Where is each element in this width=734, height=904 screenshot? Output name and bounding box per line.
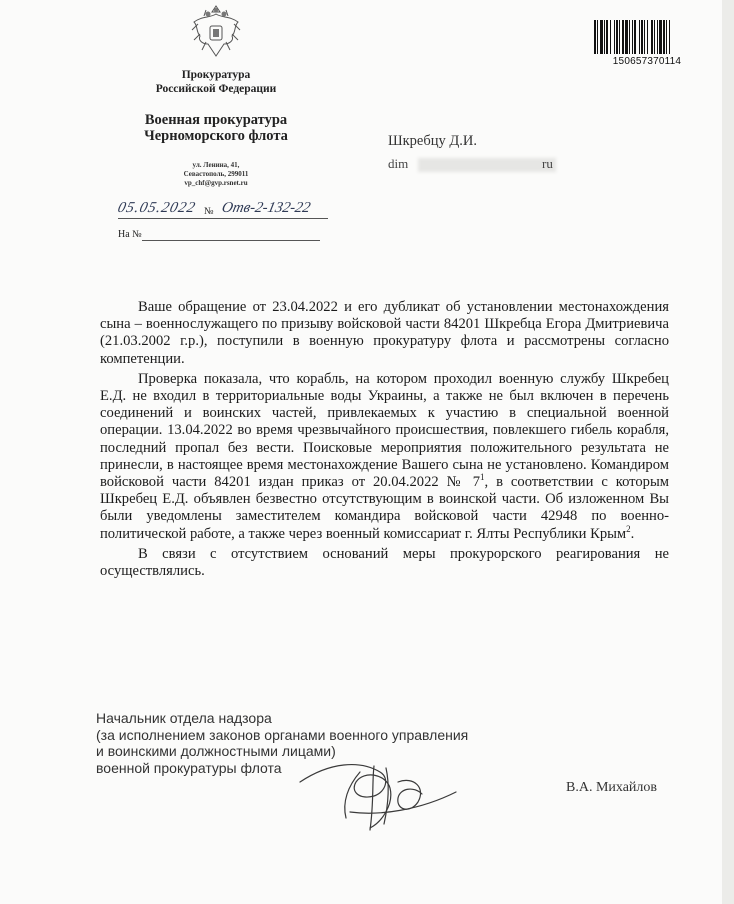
barcode-bar — [610, 20, 611, 54]
body-paragraph-1: Ваше обращение от 23.04.2022 и его дубликат об установлении местонахождения сына – военнослужащего по призыву войсковой части 84201 Шкребца Егора Дмитриевича (21.03.2002 г.р.), поступили в военную прокуратуру флота и рассмотрены согласно компетенции. — [100, 299, 669, 367]
office-line-1: Военная прокуратура — [144, 112, 288, 128]
registration-number-label: № — [204, 206, 214, 217]
barcode-bar — [657, 20, 658, 54]
email-redaction — [418, 158, 556, 172]
barcode-bar — [632, 20, 633, 54]
signatory-line-4: военной прокуратуры флота — [96, 759, 282, 776]
signatory-line-1: Начальник отдела надзора — [96, 710, 272, 726]
barcode-number: 150657370114 — [612, 56, 682, 67]
signatory-line-3: и воинскими должностными лицами) — [96, 743, 336, 759]
org-line-2: Российской Федерации — [155, 83, 277, 95]
barcode-bar — [641, 20, 643, 54]
barcode-bar — [666, 20, 667, 54]
handwritten-signature — [290, 752, 460, 840]
letter-body — [100, 299, 669, 580]
barcode — [592, 20, 702, 72]
body-p2-part1: Проверка показала, что корабль, на котором проходил военную службу Шкребец Е.Д. не входил в территориальные воды Украины, а также не был включен в перечень соединений и воинских частей, привлекаемых к участию в специальной военной операции. 13.04.2022 во время чрезвычайного происшествия, повлекшего гибель корабля, последний пропал без вести. Поисковые мероприятия положительного результата не принесли, в настоящее время местонахождение Вашего сына не установлено. Командиром войсковой части 84201 издан приказ от 20.04.2022 № 7 — [100, 370, 669, 491]
barcode-bar — [663, 20, 665, 54]
page-edge-strip — [722, 0, 734, 904]
recipient-name: Шкребцу Д.И. — [388, 133, 477, 149]
office-address — [150, 161, 282, 188]
barcode-bar — [600, 20, 603, 54]
footnote-ref-1: 1 — [480, 472, 485, 483]
recipient-email-end: ru — [542, 156, 553, 171]
signatory-line-2: (за исполнением законов органами военного управления — [96, 726, 469, 743]
barcode-bar — [647, 20, 648, 54]
barcode-bars — [592, 20, 702, 56]
footnote-ref-2: 2 — [626, 523, 631, 534]
registration-number: Отв-2-132-22 — [220, 200, 312, 216]
coat-of-arms-emblem — [188, 4, 244, 64]
barcode-bar — [644, 20, 645, 54]
barcode-bar — [616, 20, 618, 54]
barcode-bar — [604, 20, 605, 54]
body-paragraph-2 — [100, 371, 669, 543]
barcode-bar — [629, 20, 630, 54]
body-p2-part3: . — [630, 525, 635, 542]
barcode-bar — [606, 20, 608, 54]
registration-rule — [118, 218, 328, 219]
body-paragraph-3: В связи с отсутствием оснований меры прокурорского реагирования не осуществлялись. — [100, 545, 669, 580]
barcode-bar — [669, 20, 670, 54]
registration-line — [116, 200, 328, 220]
reply-to-line — [118, 228, 320, 242]
recipient-email-start: dim — [388, 156, 409, 171]
barcode-bar — [622, 20, 624, 54]
barcode-bar — [625, 20, 628, 54]
recipient-email — [388, 156, 578, 174]
barcode-bar — [654, 20, 655, 54]
office-name — [118, 112, 314, 144]
barcode-bar — [659, 20, 662, 54]
address-email: vp_chf@gvp.rsnet.ru — [184, 179, 248, 187]
address-line-1: ул. Ленина, 41, — [192, 161, 240, 169]
barcode-bar — [639, 20, 640, 54]
barcode-bar — [634, 20, 636, 54]
org-line-1: Прокуратура — [181, 69, 251, 81]
barcode-bar — [651, 20, 653, 54]
barcode-bar — [614, 20, 615, 54]
reply-to-label: На № — [118, 229, 142, 240]
barcode-bar — [619, 20, 620, 54]
org-name — [118, 68, 314, 96]
body-p2-part2: , в соответствии с которым Шкребец Е.Д. объявлен безвестно отсутствующим в воинской части. Об изложенном Вы были уведомлены заместителем командира войсковой части 42948 по военно-политической работе, а также через военный комиссариат г. Ялты Республики Крым — [100, 474, 669, 542]
barcode-bar — [594, 20, 596, 54]
barcode-bar — [597, 20, 598, 54]
registration-date: 05.05.2022 — [116, 200, 198, 216]
address-line-2: Севастополь, 299011 — [183, 170, 249, 178]
office-line-2: Черноморского флота — [144, 128, 288, 144]
signatory-name: В.А. Михайлов — [566, 780, 658, 795]
reply-to-rule — [142, 240, 320, 241]
